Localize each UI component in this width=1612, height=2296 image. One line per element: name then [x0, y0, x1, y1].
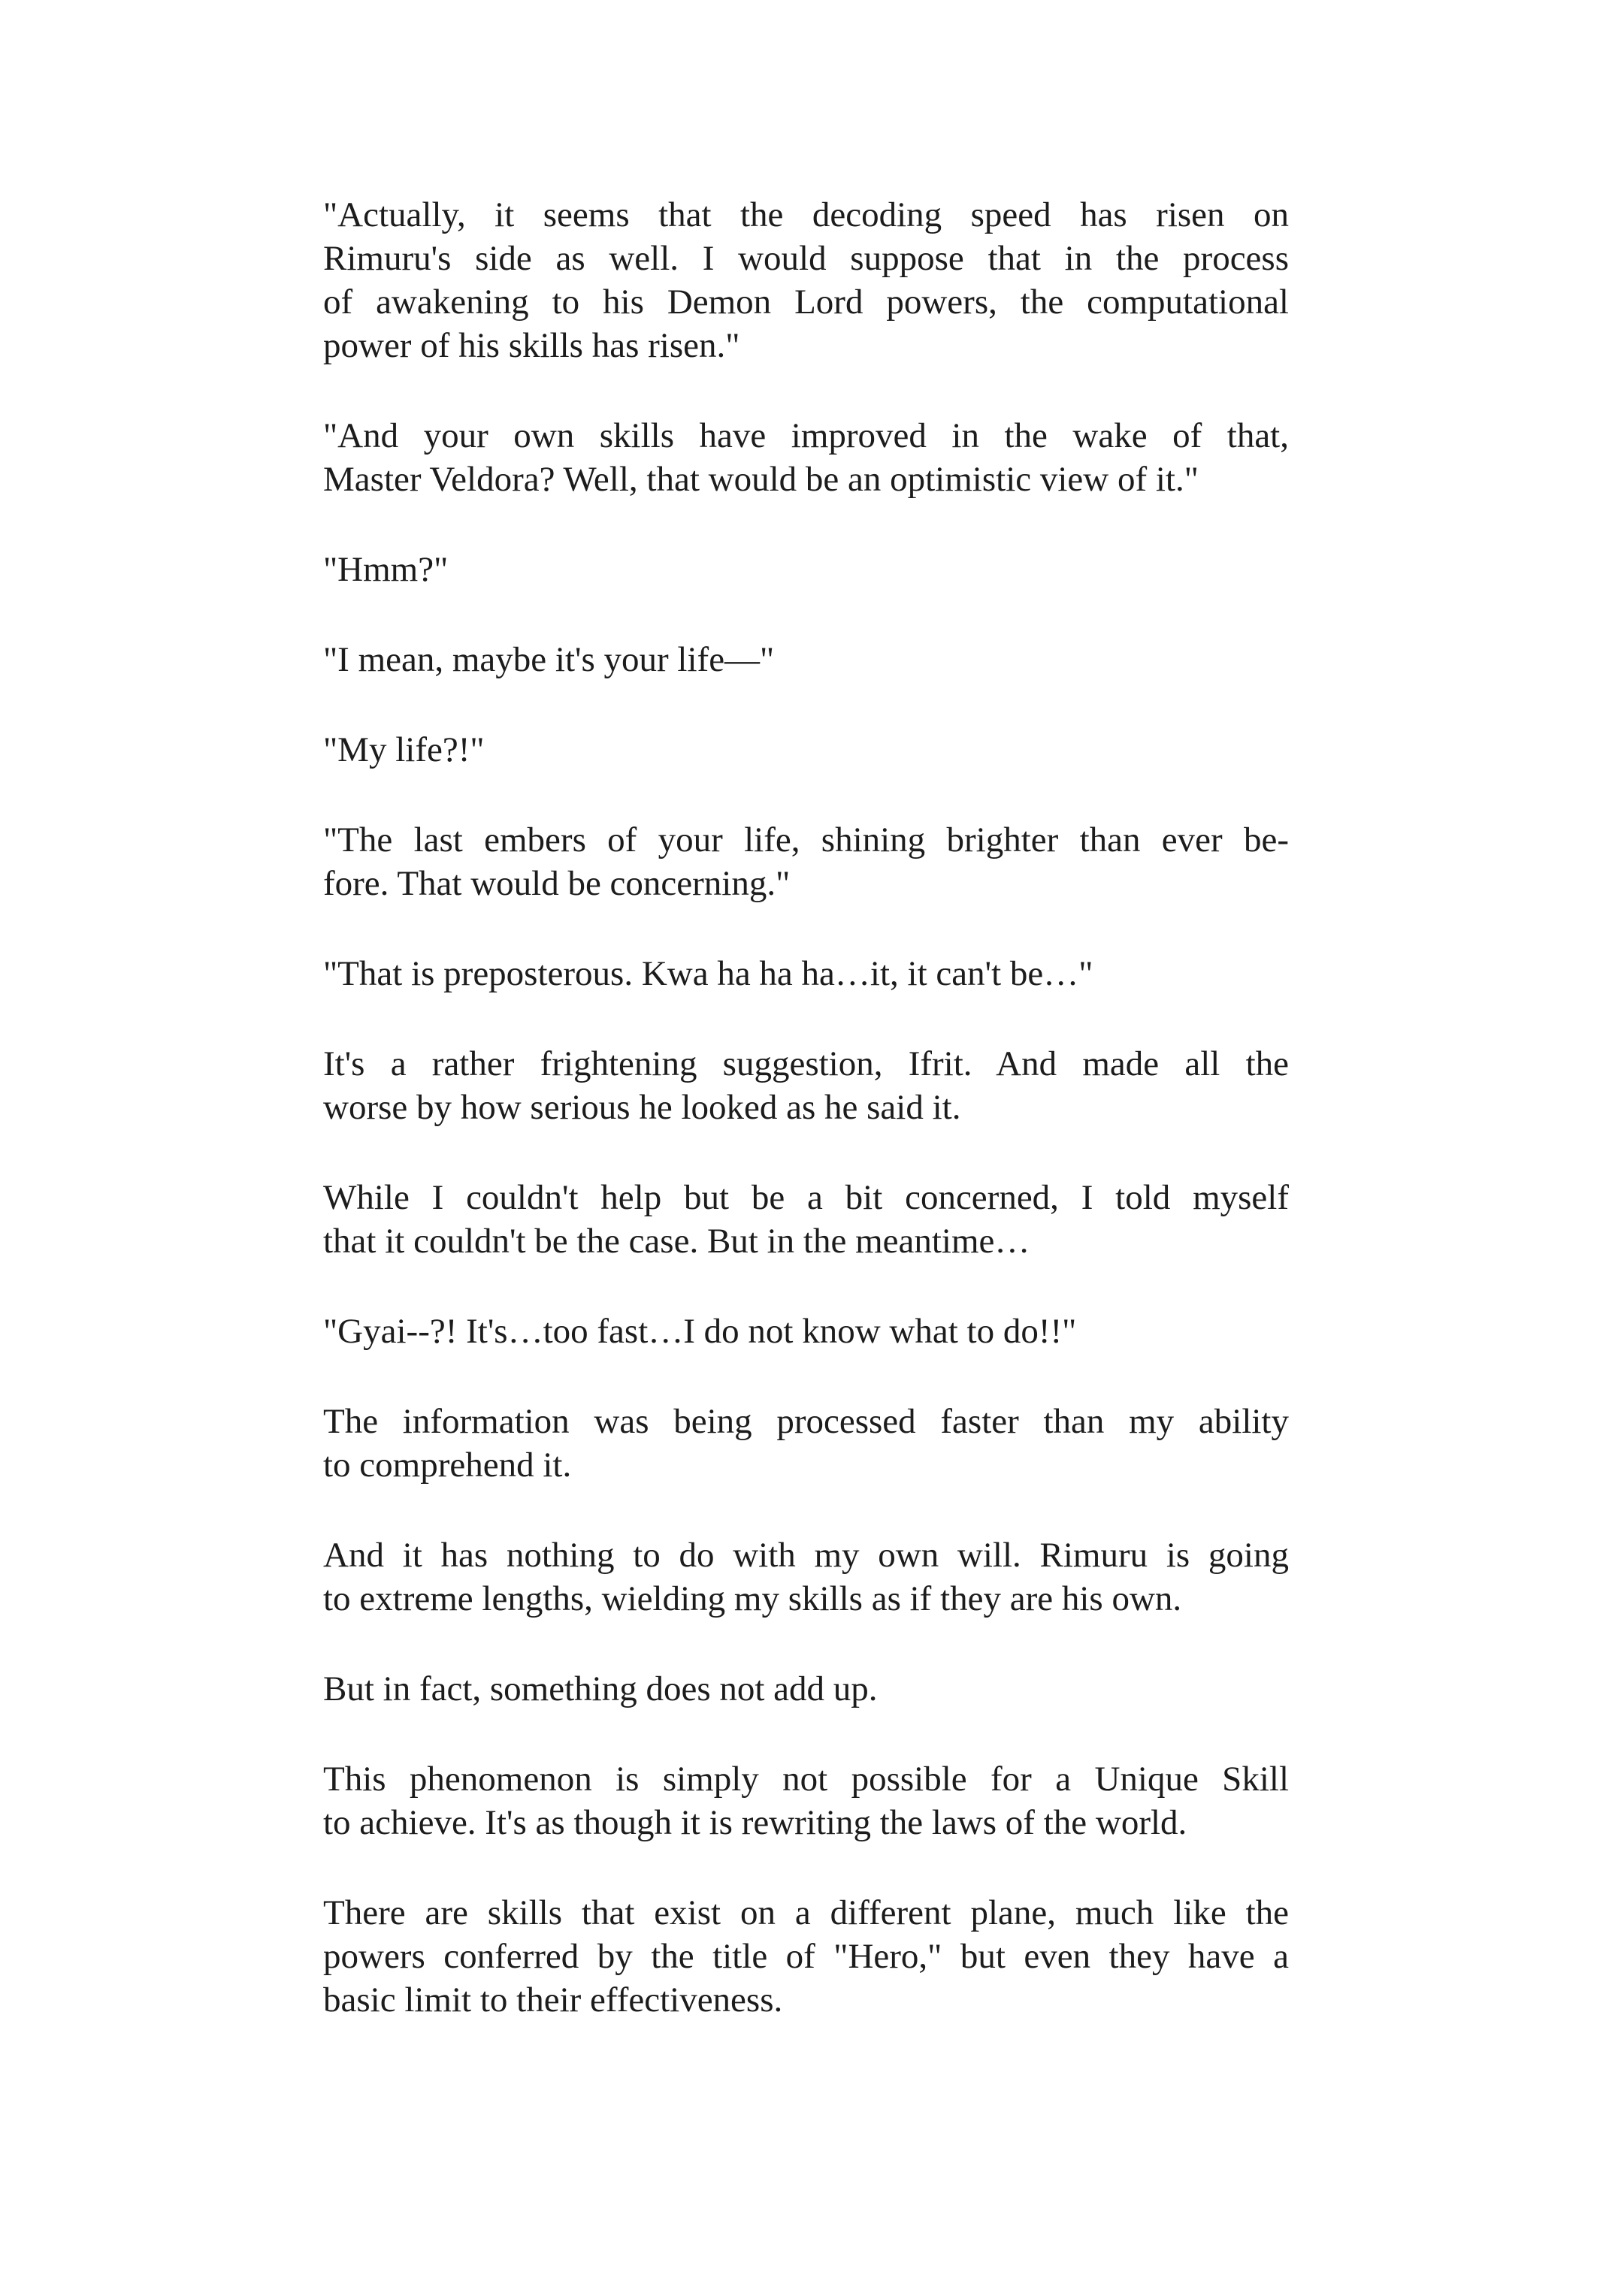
text-line: This phenomenon is simply not possible for a Unique Skill — [323, 1760, 1289, 1799]
text-line: It's a rather frightening suggestion, Ifrit. And made all the — [323, 1044, 1289, 1083]
text-line: "My life?!" — [323, 730, 485, 769]
text-line: to extreme lengths, wielding my skills as if they are his own. — [323, 1579, 1182, 1618]
paragraph — [323, 548, 1289, 591]
page-text-block — [323, 193, 1289, 2068]
text-line: to achieve. It's as though it is rewriting the laws of the world. — [323, 1803, 1187, 1842]
text-line: While I couldn't help but be a bit concerned, I told myself — [323, 1178, 1289, 1217]
text-line: powers conferred by the title of "Hero," but even they have a — [323, 1937, 1289, 1976]
paragraph — [323, 414, 1289, 501]
text-line: "Actually, it seems that the decoding speed has risen on — [323, 195, 1289, 234]
paragraph — [323, 1757, 1289, 1844]
text-line: worse by how serious he looked as he said it. — [323, 1088, 961, 1127]
text-line: power of his skills has risen." — [323, 326, 740, 365]
paragraph — [323, 1667, 1289, 1711]
text-line: of awakening to his Demon Lord powers, the computational — [323, 282, 1289, 322]
paragraph — [323, 728, 1289, 772]
paragraph — [323, 1310, 1289, 1353]
paragraph — [323, 1891, 1289, 2022]
text-line: "That is preposterous. Kwa ha ha ha…it, it can't be…" — [323, 954, 1093, 993]
paragraph — [323, 952, 1289, 995]
text-line: "The last embers of your life, shining brighter than ever be- — [323, 820, 1289, 859]
text-line: to comprehend it. — [323, 1446, 572, 1485]
text-line: that it couldn't be the case. But in the meantime… — [323, 1222, 1030, 1261]
text-line: There are skills that exist on a different plane, much like the — [323, 1893, 1289, 1932]
text-line: "And your own skills have improved in the wake of that, — [323, 416, 1289, 455]
text-line: And it has nothing to do with my own will. Rimuru is going — [323, 1536, 1289, 1575]
text-line: Rimuru's side as well. I would suppose that in the process — [323, 239, 1289, 278]
text-line: The information was being processed faster than my ability — [323, 1402, 1289, 1441]
paragraph — [323, 638, 1289, 681]
paragraph — [323, 1533, 1289, 1621]
paragraph — [323, 1400, 1289, 1487]
paragraph — [323, 818, 1289, 905]
text-line: But in fact, something does not add up. — [323, 1669, 878, 1708]
paragraph — [323, 1042, 1289, 1129]
text-line: "I mean, maybe it's your life—" — [323, 640, 775, 679]
paragraph — [323, 1176, 1289, 1263]
text-line: fore. That would be concerning." — [323, 864, 791, 903]
text-line: Master Veldora? Well, that would be an optimistic view of it." — [323, 460, 1199, 499]
text-line: basic limit to their effectiveness. — [323, 1980, 783, 2020]
text-line: "Hmm?" — [323, 550, 449, 589]
text-line: "Gyai--?! It's…too fast…I do not know what to do!!" — [323, 1312, 1077, 1351]
paragraph — [323, 193, 1289, 367]
